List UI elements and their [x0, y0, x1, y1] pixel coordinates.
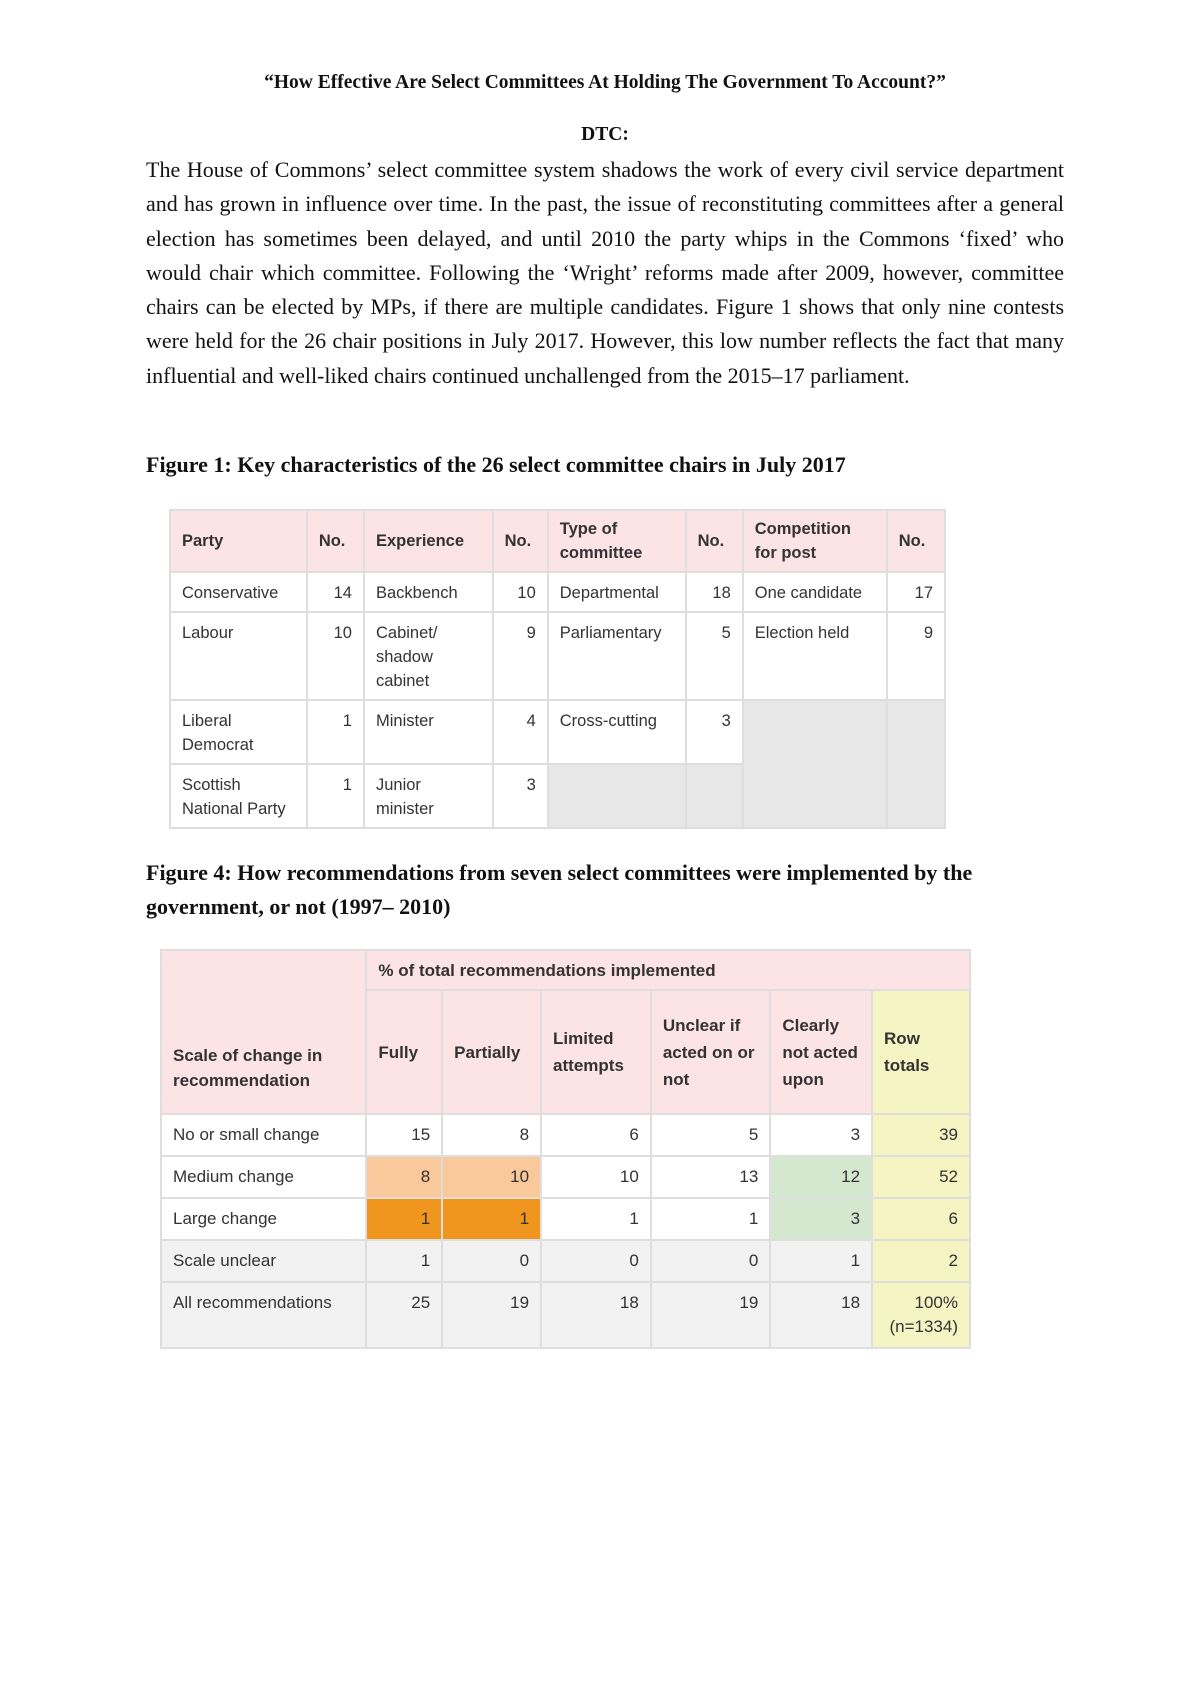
column-header-limited-attempts: Limited attempts — [541, 990, 651, 1114]
committee-type-cell: Departmental — [548, 572, 686, 612]
percent-implemented-header: % of total recommendations implemented — [366, 950, 970, 990]
number-cell: 18 — [686, 572, 743, 612]
row-total-cell: 52 — [872, 1156, 970, 1198]
table-row — [170, 572, 945, 612]
value-cell: 18 — [541, 1282, 651, 1348]
party-cell: Labour — [170, 612, 307, 700]
number-cell: 9 — [493, 612, 548, 700]
number-cell: 10 — [307, 612, 364, 700]
figure4-table — [160, 949, 971, 1349]
value-cell: 10 — [442, 1156, 541, 1198]
value-cell: 1 — [651, 1198, 771, 1240]
value-cell: 1 — [541, 1198, 651, 1240]
document-title: “How Effective Are Select Committees At Holding The Government To Account?” — [264, 72, 946, 93]
number-cell: 3 — [493, 764, 548, 828]
party-cell: Liberal Democrat — [170, 700, 307, 764]
value-cell: 1 — [366, 1198, 442, 1240]
row-label: Medium change — [161, 1156, 366, 1198]
value-cell: 1 — [366, 1240, 442, 1282]
header-party-no: No. — [307, 510, 364, 572]
competition-cell: Election held — [743, 612, 887, 700]
experience-cell: Junior minister — [364, 764, 493, 828]
number-cell: 1 — [307, 764, 364, 828]
value-cell: 3 — [770, 1198, 872, 1240]
value-cell: 19 — [442, 1282, 541, 1348]
table-row — [170, 700, 945, 764]
number-cell: 3 — [686, 700, 743, 764]
column-header-partially: Partially — [442, 990, 541, 1114]
header-competition: Competition for post — [743, 510, 887, 572]
experience-cell: Backbench — [364, 572, 493, 612]
number-cell: 4 — [493, 700, 548, 764]
row-total-cell: 6 — [872, 1198, 970, 1240]
table-row — [161, 1156, 970, 1198]
header-experience-no: No. — [493, 510, 548, 572]
column-header-fully: Fully — [366, 990, 442, 1114]
value-cell: 1 — [442, 1198, 541, 1240]
row-label: Scale unclear — [161, 1240, 366, 1282]
number-cell: 10 — [493, 572, 548, 612]
figure1-table — [169, 509, 946, 829]
value-cell: 8 — [366, 1156, 442, 1198]
experience-cell: Minister — [364, 700, 493, 764]
value-cell: 15 — [366, 1114, 442, 1156]
committee-type-cell: Parliamentary — [548, 612, 686, 700]
value-cell: 8 — [442, 1114, 541, 1156]
empty-cell — [887, 700, 945, 828]
number-cell: 14 — [307, 572, 364, 612]
table-row — [161, 1114, 970, 1156]
row-total-cell: 100% (n=1334) — [872, 1282, 970, 1348]
column-header-row-totals: Row totals — [872, 990, 970, 1114]
value-cell: 18 — [770, 1282, 872, 1348]
value-cell: 5 — [651, 1114, 771, 1156]
value-cell: 10 — [541, 1156, 651, 1198]
empty-cell — [743, 700, 887, 828]
figure4-caption: Figure 4: How recommendations from seven select committees were implemented by the government, or not (1997– 2010) — [146, 860, 973, 919]
number-cell: 1 — [307, 700, 364, 764]
table-row — [161, 1198, 970, 1240]
number-cell: 17 — [887, 572, 945, 612]
party-cell: Conservative — [170, 572, 307, 612]
row-total-cell: 2 — [872, 1240, 970, 1282]
table-row — [161, 1240, 970, 1282]
header-experience: Experience — [364, 510, 493, 572]
value-cell: 25 — [366, 1282, 442, 1348]
row-label: All recommendations — [161, 1282, 366, 1348]
value-cell: 19 — [651, 1282, 771, 1348]
header-party: Party — [170, 510, 307, 572]
value-cell: 0 — [651, 1240, 771, 1282]
scale-of-change-header: Scale of change in recommendation — [161, 950, 366, 1114]
table-row — [161, 1282, 970, 1348]
value-cell: 6 — [541, 1114, 651, 1156]
value-cell: 13 — [651, 1156, 771, 1198]
experience-cell: Cabinet/ shadow cabinet — [364, 612, 493, 700]
committee-type-cell: Cross-cutting — [548, 700, 686, 764]
row-label: Large change — [161, 1198, 366, 1240]
value-cell: 0 — [442, 1240, 541, 1282]
empty-cell — [686, 764, 743, 828]
value-cell: 3 — [770, 1114, 872, 1156]
column-header-clearly-not-acted: Clearly not acted upon — [770, 990, 872, 1114]
party-cell: Scottish National Party — [170, 764, 307, 828]
column-header-unclear: Unclear if acted on or not — [651, 990, 771, 1114]
number-cell: 9 — [887, 612, 945, 700]
dtc-label: DTC: — [581, 124, 629, 145]
row-label: No or small change — [161, 1114, 366, 1156]
intro-paragraph: The House of Commons’ select committee system shadows the work of every civil service department and has grown in influence over time. In the past, the issue of reconstituting committees after a general election has sometimes been delayed, and until 2010 the party whips in the Commons ‘fixed’ who would chair which committee. Following the ‘Wright’ reforms made after 2009, however, committee chairs can be elected by MPs, if there are multiple candidates. Figure 1 shows that only nine contests were held for the 26 chair positions in July 2017. However, this low number reflects the fact that many influential and well-liked chairs continued unchallenged from the 2015–17 parliament. — [146, 157, 1064, 388]
value-cell: 1 — [770, 1240, 872, 1282]
figure4-group-header-row — [161, 950, 970, 990]
empty-cell — [548, 764, 686, 828]
value-cell: 12 — [770, 1156, 872, 1198]
competition-cell: One candidate — [743, 572, 887, 612]
table-row — [170, 612, 945, 700]
header-type-no: No. — [686, 510, 743, 572]
value-cell: 0 — [541, 1240, 651, 1282]
header-competition-no: No. — [887, 510, 945, 572]
row-total-cell: 39 — [872, 1114, 970, 1156]
figure1-header-row — [170, 510, 945, 572]
header-type-of-committee: Type of committee — [548, 510, 686, 572]
number-cell: 5 — [686, 612, 743, 700]
figure1-caption: Figure 1: Key characteristics of the 26 select committee chairs in July 2017 — [146, 452, 846, 477]
